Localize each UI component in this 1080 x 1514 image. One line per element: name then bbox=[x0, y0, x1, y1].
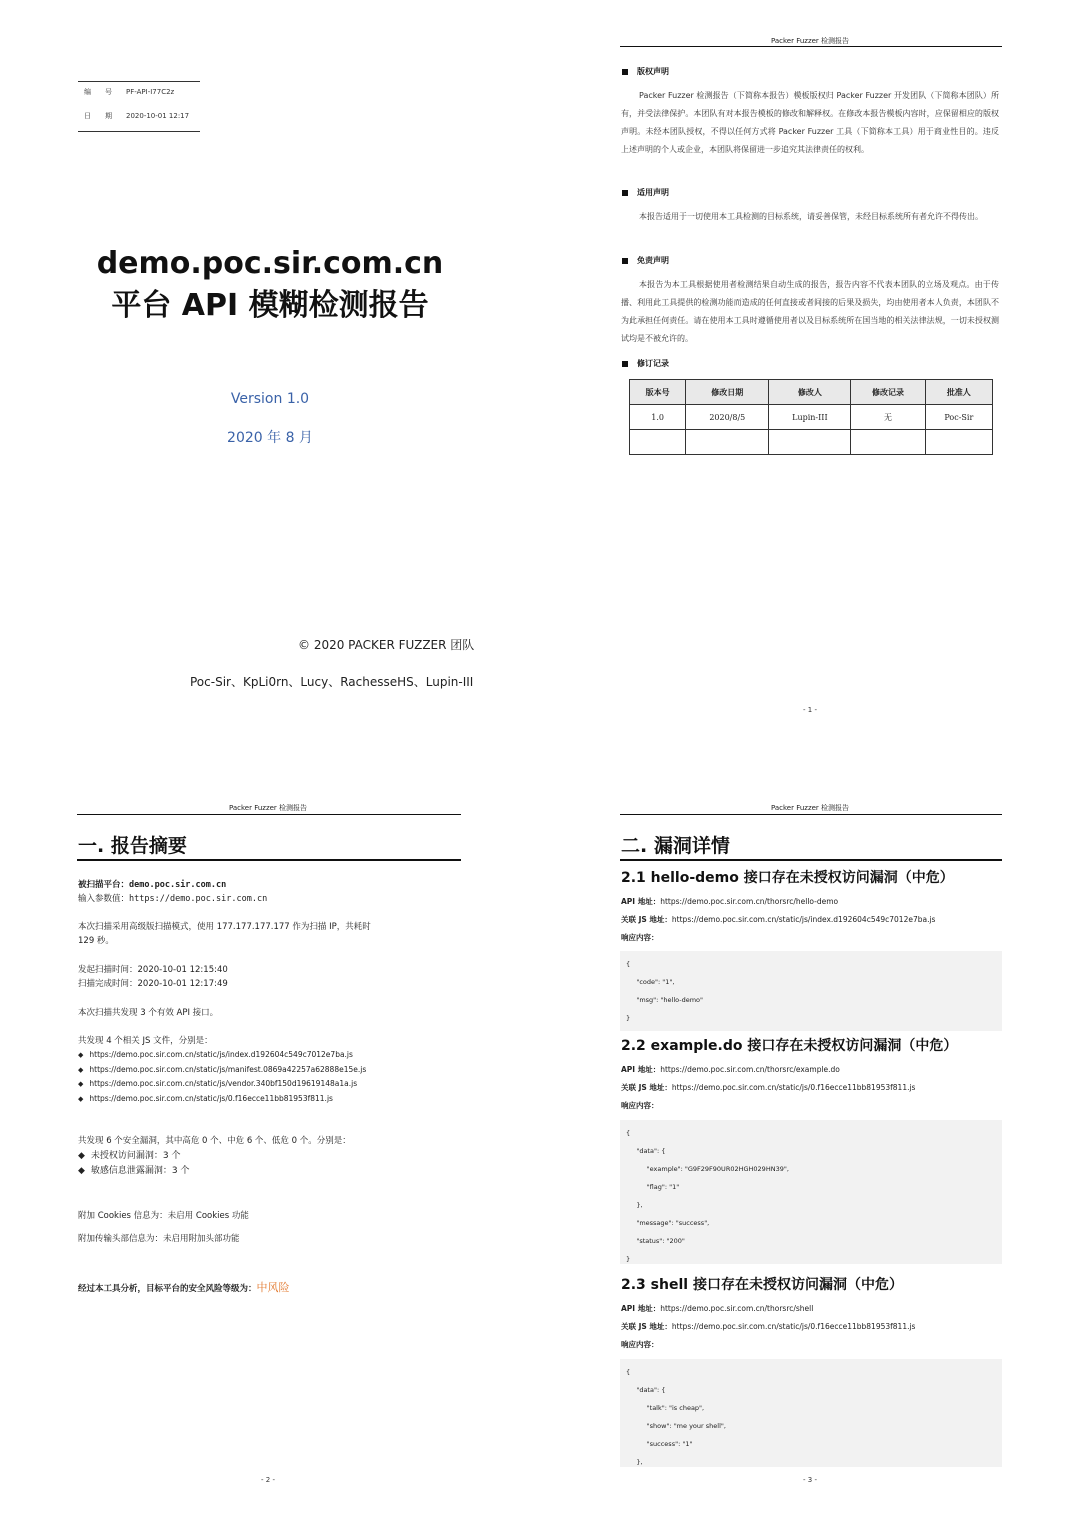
vuln-js-url: https://demo.poc.sir.com.cn/static/js/0.f16ecce11bb81953f811.js bbox=[671, 1083, 916, 1092]
page-number: - 3 - bbox=[803, 1476, 817, 1484]
resp-label: 响应内容： bbox=[621, 1101, 659, 1110]
api-found-line: 本次扫描共发现 3 个有效 API 接口。 bbox=[78, 1008, 219, 1018]
vuln-api-url: https://demo.poc.sir.com.cn/thorsrc/example.do bbox=[660, 1065, 840, 1074]
vuln-response-block: { "data": { "talk": "is cheap", "show": "me your shell", "success": "1" }, bbox=[620, 1359, 1002, 1467]
cover-id-label: 编号 bbox=[84, 88, 126, 96]
scan-mode-line2: 129 秒。 bbox=[78, 936, 114, 946]
vuln-api-line bbox=[621, 1064, 840, 1075]
details-heading-rule bbox=[620, 859, 1002, 861]
revision-col-header: 修改日期 bbox=[686, 380, 769, 405]
api-label: API 地址： bbox=[621, 1304, 661, 1313]
revision-row bbox=[630, 405, 993, 430]
page-header-text: Packer Fuzzer 检测报告 bbox=[770, 804, 850, 812]
js-intro-line: 共发现 4 个相关 JS 文件，分别是： bbox=[78, 1036, 213, 1046]
vuln-title: 2.1 hello-demo 接口存在未授权访问漏洞（中危） bbox=[621, 870, 954, 886]
js-label: 关联 JS 地址： bbox=[621, 1083, 672, 1092]
vuln-type-item: ◆ 敏感信息泄露漏洞：3 个 bbox=[78, 1164, 190, 1179]
vuln-resp-label bbox=[621, 1339, 659, 1350]
param-label: 输入参数值： bbox=[78, 894, 130, 904]
scope-heading-text: 适用声明 bbox=[637, 188, 669, 197]
cover-authors: Poc-Sir、KpLi0rn、Lucy、RachesseHS、Lupin-III bbox=[190, 675, 474, 689]
api-label: API 地址： bbox=[621, 897, 661, 906]
cover-date-row bbox=[84, 111, 189, 121]
conclusion-line bbox=[78, 1281, 290, 1296]
scope-paragraph: 本报告适用于一切使用本工具检测的目标系统，请妥善保管，未经目标系统所有者允许不得传出。 bbox=[639, 212, 983, 221]
revision-cell: 无 bbox=[851, 405, 925, 430]
copyright-heading-text: 版权声明 bbox=[637, 67, 669, 76]
vuln-js-url: https://demo.poc.sir.com.cn/static/js/index.d192604c549c7012e7ba.js bbox=[671, 915, 936, 924]
page-number: - 2 - bbox=[261, 1476, 275, 1484]
cover-version: Version 1.0 bbox=[230, 391, 310, 407]
page-header-rule bbox=[620, 46, 1002, 47]
revision-col-header: 版本号 bbox=[630, 380, 686, 405]
revision-heading-text: 修订记录 bbox=[637, 359, 669, 368]
cover-title-line2: 平台 API 模糊检测报告 bbox=[111, 288, 429, 323]
js-file-item: ◆ https://demo.poc.sir.com.cn/static/js/index.d192604c549c7012e7ba.js bbox=[78, 1048, 366, 1063]
risk-level-badge: 中风险 bbox=[256, 1281, 290, 1294]
revision-empty-row bbox=[630, 430, 993, 455]
summary-heading-rule bbox=[77, 859, 461, 861]
square-bullet-icon bbox=[622, 258, 628, 264]
copyright-heading bbox=[622, 66, 669, 77]
page-header-rule bbox=[620, 814, 1002, 815]
revision-cell bbox=[925, 430, 992, 455]
vuln-js-url: https://demo.poc.sir.com.cn/static/js/0.f16ecce11bb81953f811.js bbox=[671, 1322, 916, 1331]
cover-copyright: © 2020 PACKER FUZZER 团队 bbox=[298, 638, 475, 652]
scan-start-time: 发起扫描时间：2020-10-01 12:15:40 bbox=[78, 965, 228, 975]
statement-page bbox=[540, 0, 1080, 757]
square-bullet-icon bbox=[622, 361, 628, 367]
cover-title-line1: demo.poc.sir.com.cn bbox=[96, 246, 444, 281]
cookies-line: 附加 Cookies 信息为：未启用 Cookies 功能 bbox=[78, 1211, 249, 1221]
revision-cell bbox=[851, 430, 925, 455]
revision-cell: 1.0 bbox=[630, 405, 686, 430]
vuln-type-list bbox=[78, 1149, 190, 1178]
cover-month: 2020 年 8 月 bbox=[227, 430, 313, 446]
revision-cell: Poc-Sir bbox=[925, 405, 992, 430]
js-file-item: ◆ https://demo.poc.sir.com.cn/static/js/0.f16ecce11bb81953f811.js bbox=[78, 1092, 366, 1107]
revision-cell: Lupin-III bbox=[769, 405, 851, 430]
scan-mode-line1: 本次扫描采用高级版扫描模式，使用 177.177.177.177 作为扫描 IP，共耗时 bbox=[78, 922, 371, 932]
revision-col-header: 修改人 bbox=[769, 380, 851, 405]
summary-page bbox=[0, 757, 540, 1514]
vuln-api-url: https://demo.poc.sir.com.cn/thorsrc/hello-demo bbox=[660, 897, 839, 906]
revision-header-row bbox=[630, 380, 993, 405]
disclaimer-heading-text: 免责声明 bbox=[637, 256, 669, 265]
vuln-js-line bbox=[621, 1321, 915, 1332]
js-file-item: ◆ https://demo.poc.sir.com.cn/static/js/vendor.340bf150d19619148a1a.js bbox=[78, 1077, 366, 1092]
conclusion-text: 经过本工具分析，目标平台的安全风险等级为： bbox=[78, 1284, 257, 1294]
scope-heading bbox=[622, 187, 669, 198]
square-bullet-icon bbox=[622, 190, 628, 196]
api-label: API 地址： bbox=[621, 1065, 661, 1074]
revision-cell bbox=[686, 430, 769, 455]
cover-page bbox=[0, 0, 540, 757]
revision-heading bbox=[622, 358, 669, 369]
vuln-response-block: { "data": { "example": "G9F29F90UR02HGH029HN39", "flag": "1" }, "message": "success", "status": "200" } bbox=[620, 1120, 1002, 1264]
page-header-rule bbox=[77, 814, 461, 815]
vuln-response-block: { "code": "1", "msg": "hello-demo" } bbox=[620, 951, 1002, 1031]
resp-label: 响应内容： bbox=[621, 933, 659, 942]
revision-cell bbox=[769, 430, 851, 455]
vuln-title: 2.2 example.do 接口存在未授权访问漏洞（中危） bbox=[621, 1038, 958, 1054]
cover-id-row bbox=[84, 87, 174, 97]
details-page bbox=[540, 757, 1080, 1514]
summary-heading: 一. 报告摘要 bbox=[78, 835, 187, 857]
vuln-type-item: ◆ 未授权访问漏洞：3 个 bbox=[78, 1149, 190, 1164]
cover-id-value: PF-API-I77C2z bbox=[126, 88, 175, 96]
disclaimer-heading bbox=[622, 255, 669, 266]
revision-cell bbox=[630, 430, 686, 455]
platform-label: 被扫描平台： bbox=[78, 880, 130, 890]
page-header-text: Packer Fuzzer 检测报告 bbox=[228, 804, 308, 812]
js-file-list bbox=[78, 1048, 366, 1106]
page-number: - 1 - bbox=[803, 706, 817, 714]
js-label: 关联 JS 地址： bbox=[621, 1322, 672, 1331]
vuln-js-line bbox=[621, 1082, 915, 1093]
js-label: 关联 JS 地址： bbox=[621, 915, 672, 924]
vuln-js-line bbox=[621, 914, 935, 925]
vuln-resp-label bbox=[621, 1100, 659, 1111]
copyright-paragraph: Packer Fuzzer 检测报告（下简称本报告）模板版权归 Packer Fuzzer 开发团队（下简称本团队）所有，并受法律保护。本团队有对本报告模板的修改和解释权。在修改本报告模板内容时，应保留相应的版权声明。未经本团队授权，不得以任何方式将 Packer Fuzzer 工具（下简称本工具）用于商业性目的。违反上述声明的个人或企业，本团队将保留进一步追究其法律责任的权利。 bbox=[621, 91, 999, 154]
cover-meta-bottom-rule bbox=[78, 131, 200, 132]
platform-line bbox=[78, 878, 226, 892]
param-line bbox=[78, 892, 267, 906]
scan-end-time: 扫描完成时间：2020-10-01 12:17:49 bbox=[78, 979, 228, 989]
details-heading: 二. 漏洞详情 bbox=[621, 835, 730, 857]
revision-col-header: 修改记录 bbox=[851, 380, 925, 405]
vuln-resp-label bbox=[621, 932, 659, 943]
square-bullet-icon bbox=[622, 69, 628, 75]
js-file-item: ◆ https://demo.poc.sir.com.cn/static/js/manifest.0869a42257a62888e15e.js bbox=[78, 1063, 366, 1078]
cover-date-value: 2020-10-01 12:17 bbox=[126, 112, 190, 120]
vuln-api-url: https://demo.poc.sir.com.cn/thorsrc/shell bbox=[660, 1304, 814, 1313]
param-value: https://demo.poc.sir.com.cn bbox=[129, 894, 268, 904]
headers-line: 附加传输头部信息为：未启用附加头部功能 bbox=[78, 1234, 240, 1244]
cover-date-label: 日期 bbox=[84, 112, 126, 120]
vuln-api-line bbox=[621, 1303, 813, 1314]
disclaimer-paragraph: 本报告为本工具根据使用者检测结果自动生成的报告，报告内容不代表本团队的立场及观点。由于传播、利用此工具提供的检测功能而造成的任何直接或者间接的后果及损失，均由使用者本人负责，本团队不为此承担任何责任。请在使用本工具时遵循使用者以及目标系统所在国当地的相关法律法规，一切未授权测试均是不被允许的。 bbox=[621, 280, 999, 343]
resp-label: 响应内容： bbox=[621, 1340, 659, 1349]
revision-table bbox=[629, 379, 993, 455]
revision-cell: 2020/8/5 bbox=[686, 405, 769, 430]
revision-col-header: 批准人 bbox=[925, 380, 992, 405]
vuln-intro-line: 共发现 6 个安全漏洞，其中高危 0 个、中危 6 个、低危 0 个。分别是： bbox=[78, 1136, 351, 1146]
cover-meta-top-rule bbox=[78, 81, 200, 82]
vuln-api-line bbox=[621, 896, 838, 907]
page-header-text: Packer Fuzzer 检测报告 bbox=[770, 37, 850, 45]
platform-value: demo.poc.sir.com.cn bbox=[129, 880, 227, 890]
vuln-title: 2.3 shell 接口存在未授权访问漏洞（中危） bbox=[621, 1277, 903, 1293]
